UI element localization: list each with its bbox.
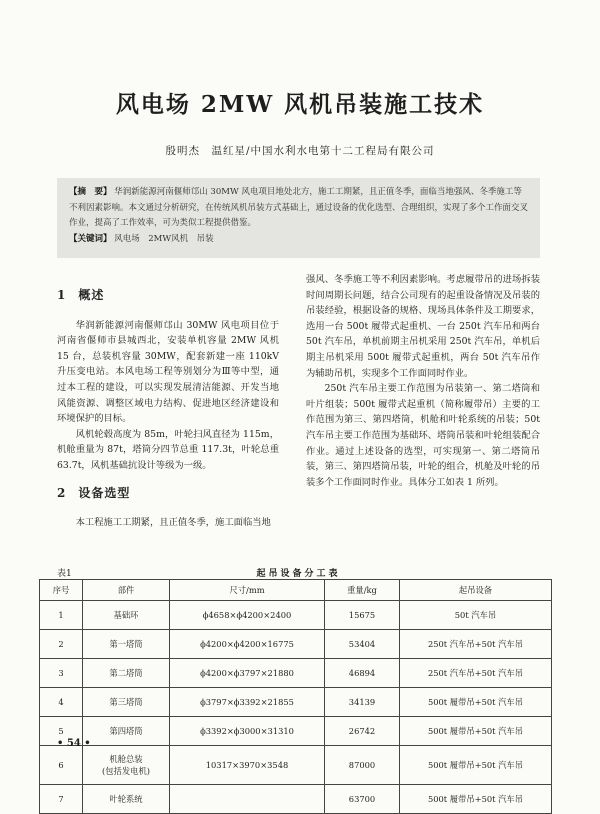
table-cell: 87000 bbox=[325, 746, 400, 785]
table-cell: 26742 bbox=[325, 717, 400, 746]
table-cell: 1 bbox=[40, 601, 83, 630]
table-row bbox=[40, 688, 552, 717]
abstract-paragraph bbox=[69, 185, 528, 232]
section-title: 设备选型 bbox=[78, 485, 131, 500]
section-number: 2 bbox=[57, 485, 67, 500]
table-cell: 基础环 bbox=[83, 601, 170, 630]
table-cell: ϕ4658×ϕ4200×2400 bbox=[170, 601, 325, 630]
table-cell: 10317×3970×3548 bbox=[170, 746, 325, 785]
table-cell: 4 bbox=[40, 688, 83, 717]
table-header-cell: 尺寸/mm bbox=[170, 580, 325, 601]
table-row bbox=[40, 746, 552, 785]
left-column bbox=[57, 288, 279, 531]
table-cell: 250t 汽车吊+50t 汽车吊 bbox=[400, 659, 552, 688]
section-title: 概述 bbox=[78, 288, 105, 302]
table-row bbox=[40, 601, 552, 630]
table-caption bbox=[57, 566, 540, 579]
keywords-label: 【关键词】 bbox=[69, 233, 112, 244]
table-cell: 63700 bbox=[325, 785, 400, 814]
table-cell: ϕ4200×ϕ3797×21880 bbox=[170, 659, 325, 688]
table-cell: 2 bbox=[40, 630, 83, 659]
table-title: 起吊设备分工表 bbox=[256, 569, 341, 579]
table-header-cell: 序号 bbox=[40, 580, 83, 601]
table-row bbox=[40, 717, 552, 746]
table-cell: 53404 bbox=[325, 630, 400, 659]
table-row bbox=[40, 630, 552, 659]
table-cell: ϕ3392×ϕ3000×31310 bbox=[170, 717, 325, 746]
table-cell: ϕ4200×ϕ4200×16775 bbox=[170, 630, 325, 659]
abstract-text: 华润新能源河南偃师邙山 30MW 风电项目地处北方，施工工期紧，且正值冬季，面临当地强风、冬季施工等不利因素影响。本文通过分析研究，在传统风机吊装方式基础上，通过设备的优化选型、合理组织，实现了多个工作面交叉作业，提高了工作效率，可为类似工程提供借鉴。 bbox=[69, 187, 529, 228]
table-cell: 3 bbox=[40, 659, 83, 688]
table-cell: 5 bbox=[40, 717, 83, 746]
table-cell: 500t 履带吊+50t 汽车吊 bbox=[400, 785, 552, 814]
table-cell: 34139 bbox=[325, 688, 400, 717]
table-cell: 6 bbox=[40, 746, 83, 785]
equipment-table bbox=[39, 579, 552, 814]
body-paragraph: 250t 汽车吊主要工作范围为吊装第一、第二塔筒和叶片组装；500t 履带式起重机（简称履带吊）主要的工作范围为第三、第四塔筒，机舱和叶轮系统的吊装；50t 汽车吊主要工作范围为基础环、塔筒吊装和叶轮组装配合作业。通过上述设备的选型，可实现第一、第二塔筒吊装，第三、第四塔筒吊装，叶轮的组合，机舱及叶轮的吊装多个工作面同时作业。具体分工如表 1 所列。 bbox=[306, 383, 540, 488]
table-cell: 叶轮系统 bbox=[83, 785, 170, 814]
author-line: 殷明杰 温红星/中国水利水电第十二工程局有限公司 bbox=[165, 145, 435, 157]
keywords-text: 风电场 2MW风机 吊装 bbox=[114, 233, 214, 244]
table-cell: 机舱总装 (包括发电机) bbox=[83, 746, 170, 785]
table-cell: 500t 履带吊+50t 汽车吊 bbox=[400, 746, 552, 785]
table-cell bbox=[170, 785, 325, 814]
keywords-line bbox=[69, 232, 528, 248]
table-row bbox=[40, 785, 552, 814]
table-header-cell: 起吊设备 bbox=[400, 580, 552, 601]
table-cell: 第二塔筒 bbox=[83, 659, 170, 688]
section-heading-2 bbox=[57, 486, 279, 502]
table-cell: 7 bbox=[40, 785, 83, 814]
body-paragraph: 强风、冬季施工等不利因素影响。考虑履带吊的进场拆装时间周期长问题，结合公司现有的起重设备情况及吊装的吊装经验，根据设备的规格、现场具体条件及工期要求，选用一台 500t 履带式起重机、一台 250t 汽车吊和两台 50t 汽车吊，单机前期主吊机采用 250t 汽车吊，单机后期主吊机采用 500t 履带式起重机，两台 50t 汽车吊作为辅助吊机，实现多个工作面同时作业。 bbox=[306, 274, 540, 379]
table-cell: 250t 汽车吊+50t 汽车吊 bbox=[400, 630, 552, 659]
table-cell: 500t 履带吊+50t 汽车吊 bbox=[400, 717, 552, 746]
page-number: • 54 • bbox=[57, 738, 91, 749]
abstract-box bbox=[57, 178, 540, 258]
paper-title: 风电场 2MW 风机吊装施工技术 bbox=[115, 91, 485, 118]
section-heading-1 bbox=[57, 288, 279, 304]
table-cell: 第一塔筒 bbox=[83, 630, 170, 659]
abstract-label: 【摘 要】 bbox=[69, 187, 112, 197]
table-header-row bbox=[40, 580, 552, 601]
table-cell: 第四塔筒 bbox=[83, 717, 170, 746]
table-cell: 500t 履带吊+50t 汽车吊 bbox=[400, 688, 552, 717]
section-number: 1 bbox=[57, 288, 67, 302]
table-number: 表1 bbox=[57, 569, 72, 579]
table-cell: 46894 bbox=[325, 659, 400, 688]
table-cell: 50t 汽车吊 bbox=[400, 601, 552, 630]
table-cell: 15675 bbox=[325, 601, 400, 630]
body-paragraph: 风机轮毂高度为 85m，叶轮扫风直径为 115m，机舱重量为 87t，塔筒分四节总重 117.3t，叶轮总重 63.7t，风机基础抗设计等级为一级。 bbox=[57, 428, 279, 471]
body-paragraph: 本工程施工工期紧，且正值冬季，施工面临当地 bbox=[75, 517, 271, 529]
table-header-cell: 部件 bbox=[83, 580, 170, 601]
table-header-cell: 重量/kg bbox=[325, 580, 400, 601]
right-column bbox=[306, 272, 540, 490]
table-cell: 第三塔筒 bbox=[83, 688, 170, 717]
body-paragraph: 华润新能源河南偃师邙山 30MW 风电项目位于河南省偃师市县城西北，安装单机容量 2MW 风机 15 台，总装机容量 30MW，配套新建一座 110kV 升压变电站。本风电场工程等别划分为Ⅲ等中型，通过本工程的建设，可以实现发展清洁能源、开发当地风能资源、调整区域电力结构、促进地区经济建设和环境保护的目标。 bbox=[57, 319, 279, 425]
table-cell: ϕ3797×ϕ3392×21855 bbox=[170, 688, 325, 717]
table-row bbox=[40, 659, 552, 688]
